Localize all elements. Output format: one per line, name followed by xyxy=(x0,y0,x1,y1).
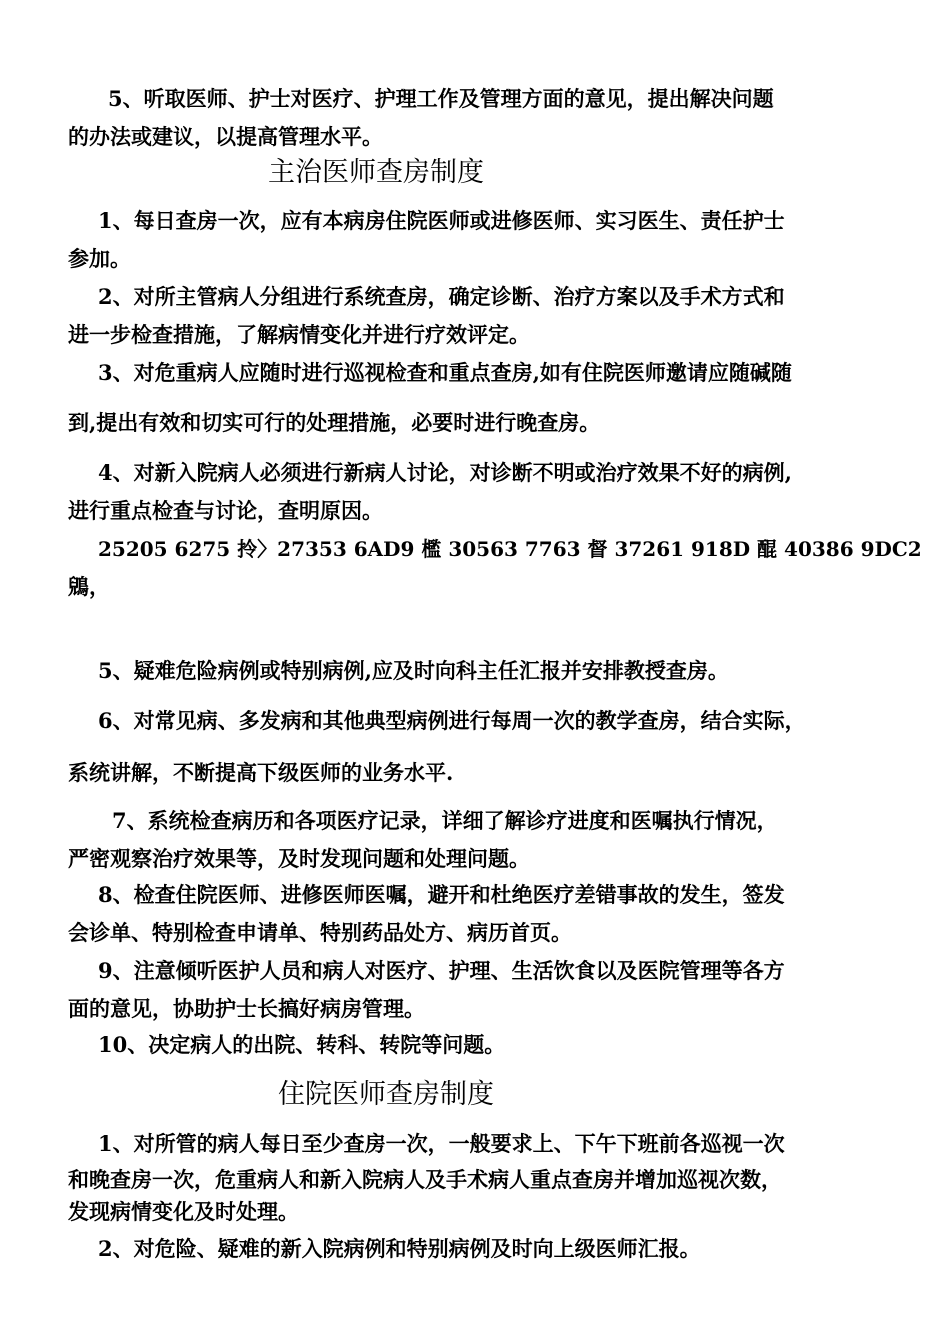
attending-item-4 xyxy=(68,454,888,530)
resident-item-1 xyxy=(68,1125,888,1227)
text-line: 会诊单、特别检查申请单、特别药品处方、病历首页。 xyxy=(68,920,572,945)
text-line: 和晚查房一次，危重病人和新入院病人及手术病人重点查房并增加巡视次数， xyxy=(68,1167,782,1192)
attending-item-1 xyxy=(68,202,888,278)
text-line: 9、注意倾听医护人员和病人对医疗、护理、生活饮食以及医院管理等各方 xyxy=(98,958,785,983)
text-line: 5、听取医师、护士对医疗、护理工作及管理方面的意见，提出解决问题 xyxy=(108,86,774,111)
attending-item-10 xyxy=(68,1026,888,1064)
text-line: 1、每日查房一次，应有本病房住院医师或进修医师、实习医生、责任护士 xyxy=(98,208,785,233)
text-line: 严密观察治疗效果等，及时发现问题和处理问题。 xyxy=(68,846,530,871)
text-line: 5、疑难危险病例或特别病例,应及时向科主任汇报并安排教授查房。 xyxy=(98,658,729,683)
attending-item-5 xyxy=(68,652,888,690)
attending-item-6 xyxy=(68,702,888,792)
text-line: 参加。 xyxy=(68,246,131,271)
attending-section-title: 主治医师查房制度 xyxy=(268,157,484,188)
text-line: 进行重点检查与讨论，查明原因。 xyxy=(68,498,383,523)
text-line: 2、对所主管病人分组进行系统查房，确定诊断、治疗方案以及手术方式和 xyxy=(98,284,785,309)
top-item-5 xyxy=(68,80,888,156)
text-line: 6、对常见病、多发病和其他典型病例进行每周一次的教学查房，结合实际， xyxy=(98,708,806,733)
text-line: 10、决定病人的出院、转科、转院等问题。 xyxy=(98,1032,506,1057)
resident-item-2 xyxy=(68,1230,888,1268)
text-line: 发现病情变化及时处理。 xyxy=(68,1199,299,1224)
text-line: 鶂， xyxy=(68,574,110,599)
text-line: 到,提出有效和切实可行的处理措施，必要时进行晚查房。 xyxy=(68,410,601,435)
resident-section-title: 住院医师查房制度 xyxy=(278,1079,494,1110)
code-line-paragraph xyxy=(68,530,922,606)
text-line: 8、检查住院医师、进修医师医嘱，避开和杜绝医疗差错事故的发生，签发 xyxy=(98,882,785,907)
text-line: 3、对危重病人应随时进行巡视检查和重点查房,如有住院医师邀请应随碱随 xyxy=(98,360,792,385)
text-line: 25205 6275 拎〉27353 6AD9 檻 30563 7763 督 37261 918D 醌 40386 9DC2 xyxy=(98,537,922,561)
attending-item-2 xyxy=(68,278,888,354)
attending-item-7 xyxy=(68,802,888,878)
text-line: 7、系统检查病历和各项医疗记录，详细了解诊疗进度和医嘱执行情况， xyxy=(112,808,778,833)
text-line: 1、对所管的病人每日至少查房一次，一般要求上、下午下班前各巡视一次 xyxy=(98,1131,785,1156)
text-line: 4、对新入院病人必须进行新病人讨论，对诊断不明或治疗效果不好的病例, xyxy=(98,460,792,485)
text-line: 系统讲解，不断提高下级医师的业务水平. xyxy=(68,760,454,785)
attending-item-8 xyxy=(68,876,888,952)
text-line: 面的意见，协助护士长搞好病房管理。 xyxy=(68,996,425,1021)
text-line: 进一步检查措施，了解病情变化并进行疗效评定。 xyxy=(68,322,530,347)
text-line: 2、对危险、疑难的新入院病例和特别病例及时向上级医师汇报。 xyxy=(98,1236,701,1261)
text-line: 的办法或建议，以提高管理水平。 xyxy=(68,124,383,149)
attending-item-3 xyxy=(68,354,888,442)
attending-item-9 xyxy=(68,952,888,1028)
